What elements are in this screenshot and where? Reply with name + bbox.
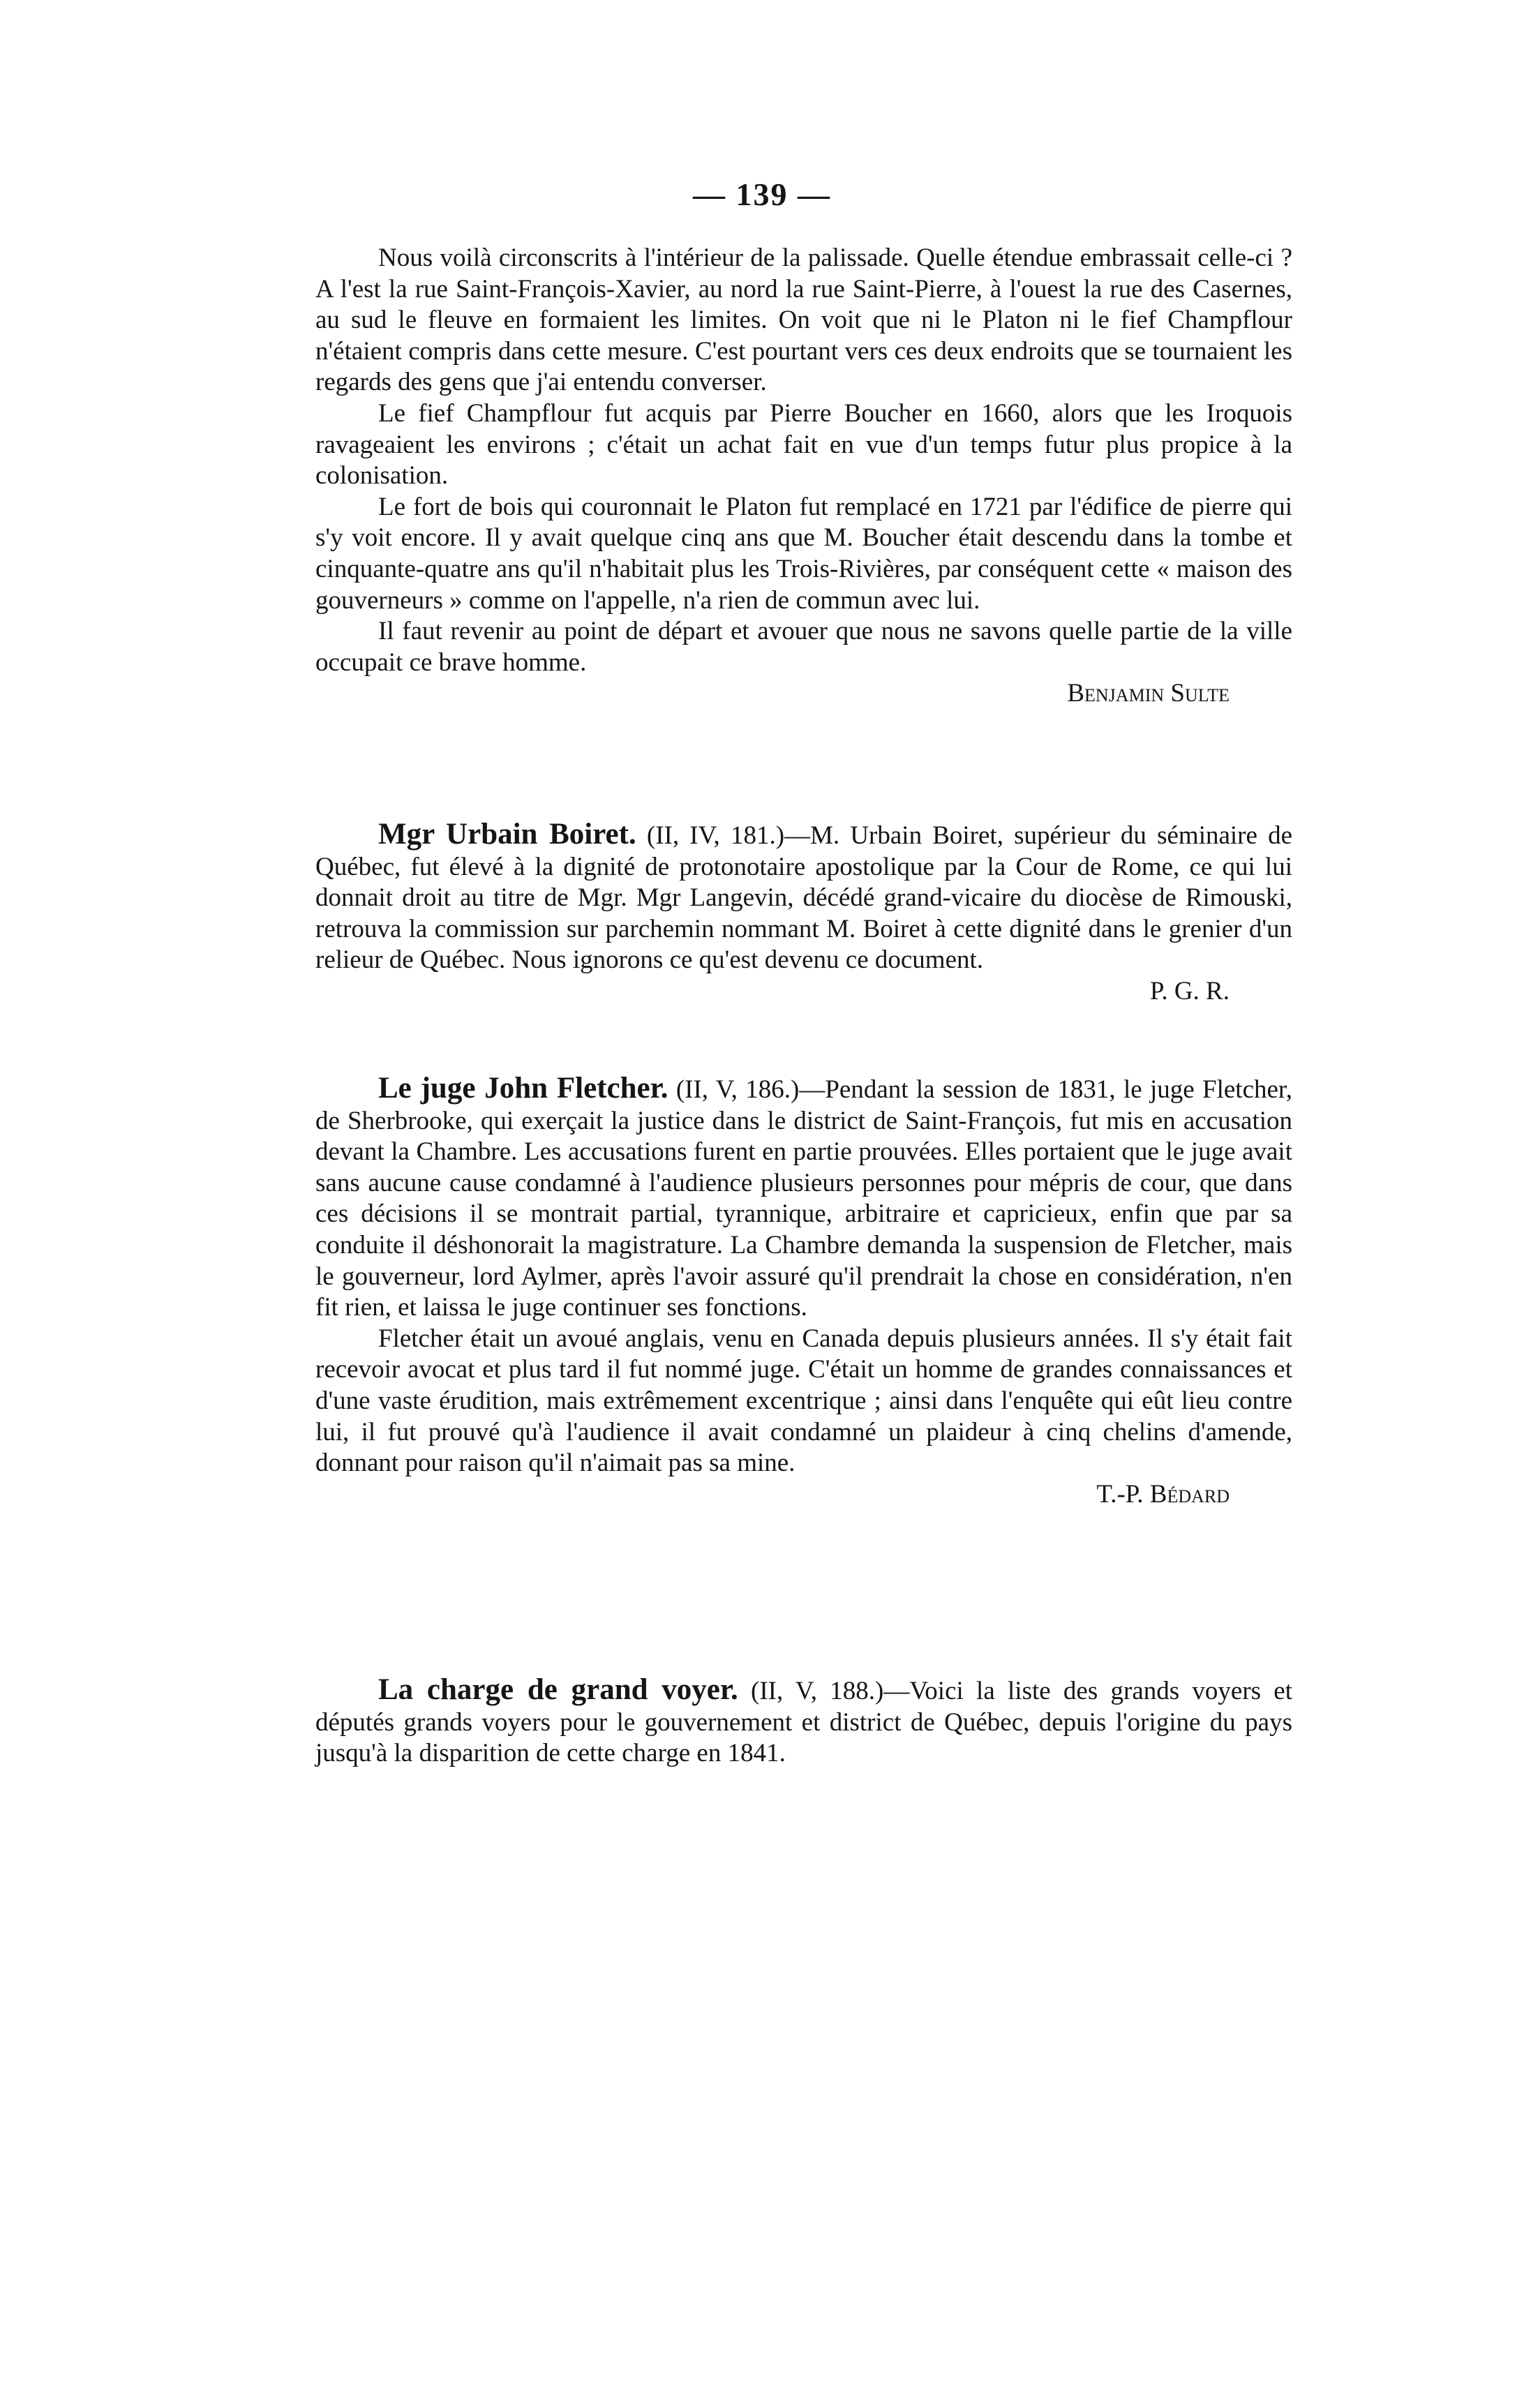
paragraph: Nous voilà circonscrits à l'intérieur de la palissade. Quelle étendue embrassait celle-ci ? A l'est la rue Saint-François-Xavier, au nord la rue Saint-Pierre, à l'ouest la rue des Casernes, au sud le fleuve en formaient les limites. On voit que ni le Platon ni le fief Champflour n'étaient compris dans cette mesure. C'est pourtant vers ces deux endroits que se tournaient les regards des gens que j'ai entendu converser.: [315, 244, 1292, 397]
section-2: [315, 819, 1292, 1008]
paragraph: Il faut revenir au point de départ et avouer que nous ne savons quelle partie de la ville occupait ce brave homme.: [315, 617, 1292, 677]
entry-heading: Mgr Urbain Boiret.: [378, 818, 636, 851]
signature: Benjamin Sulte: [1067, 679, 1230, 708]
paragraph: Le fief Champflour fut acquis par Pierre Boucher en 1660, alors que les Iroquois ravageaient les environs ; c'était un achat fait en vue d'un temps futur plus propice à la colonisation.: [315, 398, 1292, 491]
entry-text: (II, V, 188.)—Voici la liste des grands voyers et députés grands voyers pour le gouvernement et district de Québec, depuis l'origine du pays jusqu'à la disparition de cette charge en 1841.: [315, 1677, 1293, 1768]
entry-paragraph: [315, 819, 1292, 976]
signature: T.-P. Bédard: [1096, 1479, 1230, 1509]
signature: P. G. R.: [1149, 976, 1230, 1005]
paragraph: Le fort de bois qui couronnait le Platon fut remplacé en 1721 par l'édifice de pierre qui s'y voit encore. Il y avait quelque cinq ans que M. Boucher était descendu dans la tombe et cinquante-quatre ans qu'il n'habitait plus les Trois-Rivières, par conséquent cette « maison des gouverneurs » comme on l'appelle, n'a rien de commun avec lui.: [315, 492, 1292, 615]
section-1: [315, 243, 1292, 710]
entry-text: (II, IV, 181.)—M. Urbain Boiret, supérieur du séminaire de Québec, fut élevé à la dignité de protonotaire apostolique par la Cour de Rome, ce qui lui donnait droit au titre de Mgr. Mgr Langevin, décédé grand-vicaire du diocèse de Rimouski, retrouva la commission sur parchemin nommant M. Boiret à cette dignité dans le grenier d'un relieur de Québec. Nous ignorons ce qu'est devenu ce document.: [315, 821, 1292, 975]
section-4: [315, 1675, 1292, 1770]
page-number: — 139 —: [693, 177, 831, 212]
entry-heading: La charge de grand voyer.: [378, 1673, 738, 1706]
entry-heading: Le juge John Fletcher.: [378, 1072, 668, 1105]
entry-paragraph: [315, 1073, 1292, 1324]
entry-text: (II, V, 186.)—Pendant la session de 1831, le juge Fletcher, de Sherbrooke, qui exerçait la justice dans le district de Saint-François, fut mis en accusation devant la Chambre. Les accusations furent en partie prouvées. Elles portaient que le juge avait sans aucune cause condamné à l'audience plusieurs personnes pour mépris de cour, que dans ces décisions il se montrait partial, tyrannique, arbitraire et capricieux, enfin que par sa conduite il déshonorait la magistrature. La Chambre demanda la suspension de Fletcher, mais le gouverneur, lord Aylmer, après l'avoir assuré qu'il prendrait la chose en considération, n'en fit rien, et laissa le juge continuer ses fonctions.: [315, 1075, 1292, 1322]
entry-paragraph: [315, 1675, 1292, 1770]
section-3: [315, 1073, 1292, 1510]
paragraph: Fletcher était un avoué anglais, venu en Canada depuis plusieurs années. Il s'y était fait recevoir avocat et plus tard il fut nommé juge. C'était un homme de grandes connaissances et d'une vaste érudition, mais extrêmement excentrique ; ainsi dans l'enquête qui eût lieu contre lui, il fut prouvé qu'à l'audience il avait condamné un plaideur à cinq chelins d'amende, donnant pour raison qu'il n'aimait pas sa mine.: [315, 1324, 1292, 1478]
